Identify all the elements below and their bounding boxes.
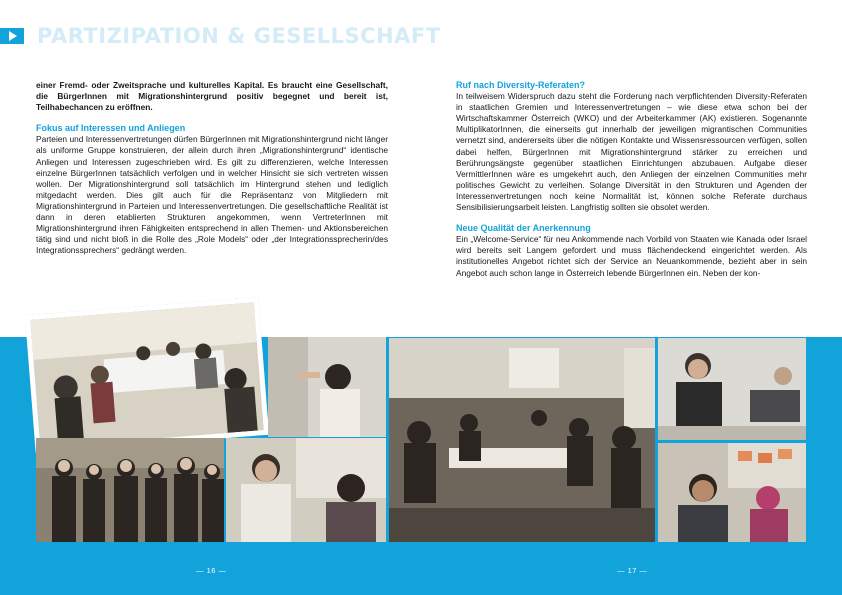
photo-speaker-laptop <box>658 338 806 440</box>
photo-workshop-room <box>389 338 655 542</box>
photo-participants-seated <box>658 443 806 542</box>
body-paragraph-anerkennung: Ein „Welcome-Service“ für neu Ankommende nach Vorbild von Staaten wie Kanada oder Israel wird bereits seit Langem gefordert und muss flächendeckend eingerichtet werden. Als institutionelles Angebot richtet sich der Service an Neuankommende, bezieht aber in sein Angebot auch schon lange in Österreich lebende BürgerInnen ein. Neben der kon- <box>456 234 807 278</box>
play-arrow-icon <box>0 28 24 44</box>
body-paragraph-fokus: Parteien und Interessenvertretungen dürfen BürgerInnen mit Migrationshintergrund nicht länger als uniforme Gruppe konstruieren, der allein durch ihren „Migrationshintergrund“ identische Anliegen und Interessen zugeschrieben wird. Es gilt zu differenzieren, welche Interessen einzelne BürgerInnen tatsächlich verfolgen und in welcher Hinsicht sie sich vertreten wissen wollen. Der Migrationshintergrund soll tatsächlich im Hintergrund stehen und lediglich mitgedacht werden. Dies gilt auch für die Repräsentanz von Mitgliedern mit Migrationshintergrund in Parteien und Interessenvertretungen. Die gesellschaftliche Realität ist dann in deren etablierten Strukturen angekommen, wenn VertreterInnen mit Migrationshintergrund ihren Fähigkeiten entsprechend in allen Themen- und Aktionsbereichen tätig sind und nicht bloß in die Rolle des „Role Models“ oder „der Integrationssprecherin/des Integrationssprechers“ gedrängt werden. <box>36 134 388 256</box>
heading-diversity-referate: Ruf nach Diversity-Referaten? <box>456 80 586 90</box>
page-header <box>0 22 842 52</box>
heading-anerkennung: Neue Qualität der Anerkennung <box>456 223 591 234</box>
section-title: PARTIZIPATION & GESELLSCHAFT <box>37 24 441 48</box>
page-number-left: — 16 — <box>196 566 227 575</box>
left-text-column <box>36 80 388 256</box>
lead-paragraph: einer Fremd- oder Zweitsprache und kulturelles Kapital. Es braucht eine Gesellschaft, die BürgerInnen mit Migrationshintergrund positiv begegnet und bereit ist, Teilhabechancen zu eröffnen. <box>36 80 388 113</box>
right-text-column <box>456 80 807 279</box>
heading-fokus: Fokus auf Interessen und Anliegen <box>36 123 186 134</box>
photo-group <box>36 438 224 542</box>
photo-discussion-pointing <box>226 438 386 542</box>
page-number-right: — 17 — <box>617 566 648 575</box>
body-paragraph-diversity: In teilweisem Widerspruch dazu steht die Forderung nach verpflichtenden Diversity-Referaten in staatlichen Gremien und Interessenvertretungen – wie diese etwa schon bei der Wirtschaftskammer Österreich (WKO) und der Arbeiterkammer (AK) existieren. Sogenannte MultiplikatorInnen, die einerseits gut innerhalb der jeweiligen migrantischen Communities vernetzt sind, andererseits über die nötigen Kontakte und Wissensressourcen verfügen, sollen dabei helfen, BürgerInnen mit Migrationshintergrund stärker zu erreichen und Berührungsängste gegenüber staatlichen Einrichtungen abzubauen. Aufgabe dieser VermittlerInnen wäre es umgekehrt auch, den Anliegen der einzelnen Communities mehr politisches Gewicht zu verleihen. Solange Diversität in den Strukturen und Agenden der Interessenvertretungen noch keine Normalität ist, können solche Referate durchaus Sensibilisierungsarbeit leisten. Langfristig sollten sie obsolet werden. <box>456 91 807 213</box>
photo-workshop-table <box>25 297 269 453</box>
photo-presenter-woman <box>268 337 386 437</box>
